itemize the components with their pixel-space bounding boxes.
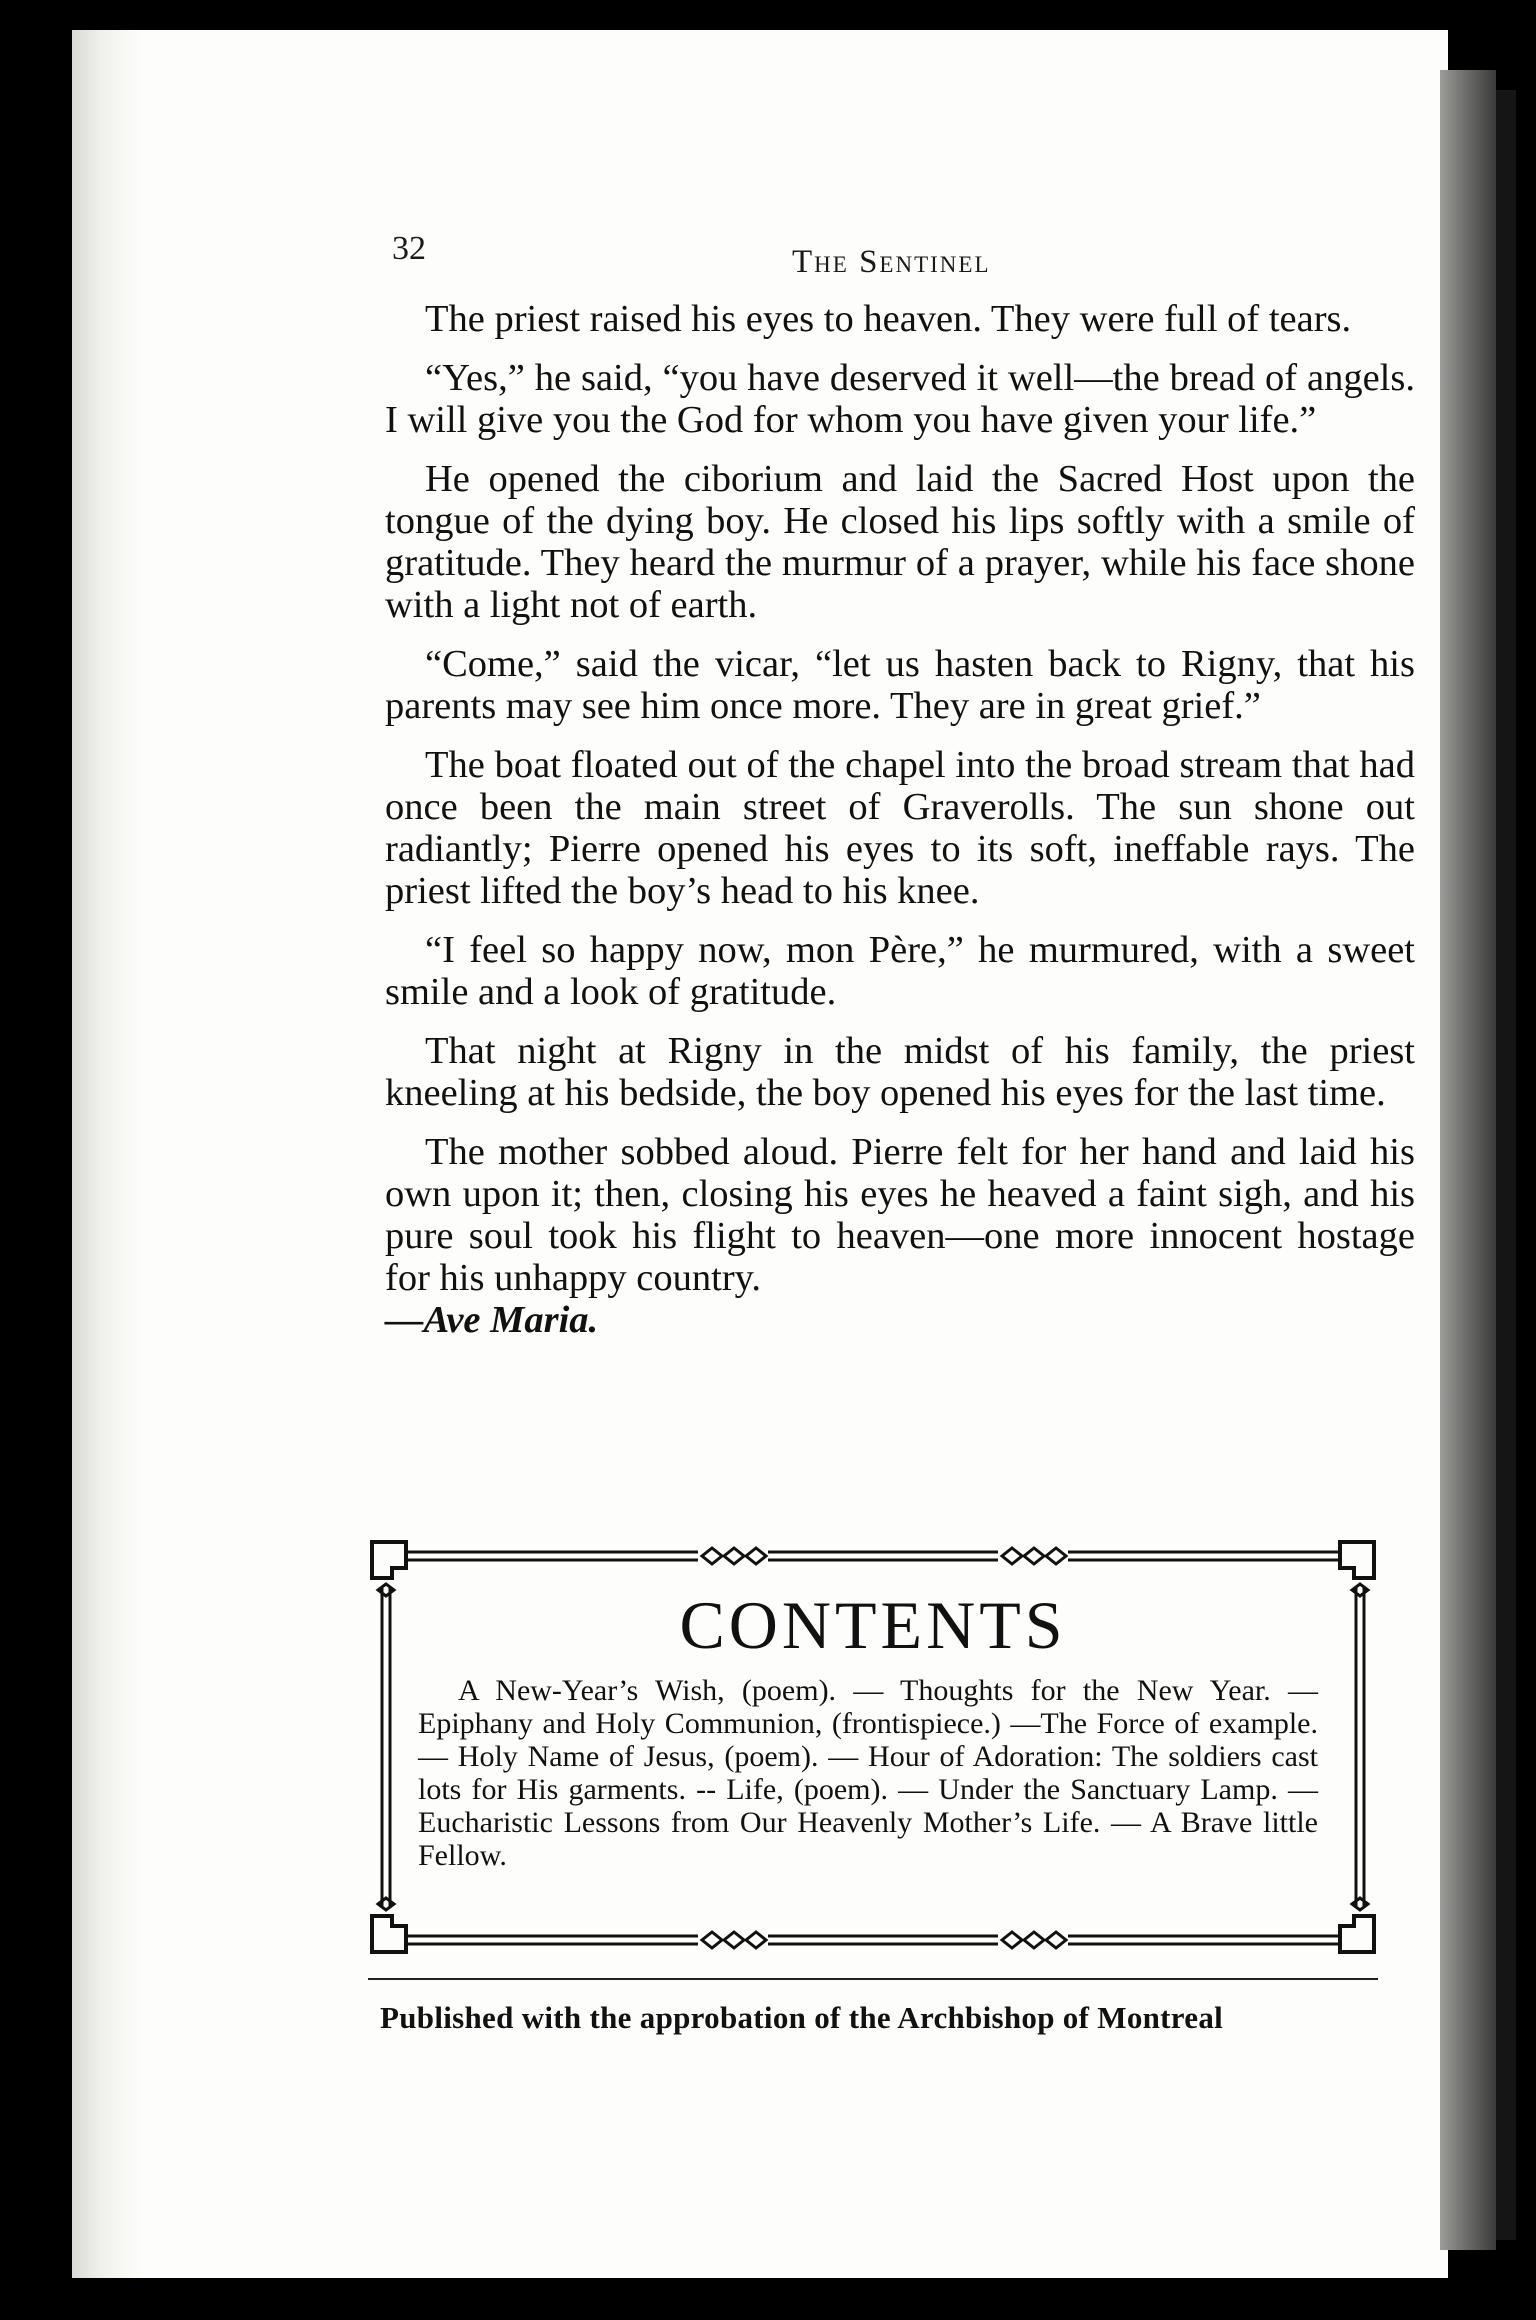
- source-attribution: —Ave Maria.: [385, 1299, 599, 1341]
- contents-list: A New-Year’s Wish, (poem). — Thoughts for the New Year. — Epiphany and Holy Communion, (frontispiece.) —The Force of example. — Holy Name of Jesus, (poem). — Hour of Adoration: The soldiers cast lots for His garments. -- Life, (poem). — Under the Sanctuary Lamp. — Eucharistic Lessons from Our Heavenly Mother’s Life. — A Brave little Fellow.: [418, 1674, 1318, 1872]
- paragraph-text: The mother sobbed aloud. Pierre felt for her hand and laid his own upon it; then, closing his eyes he heaved a faint sigh, and his pure soul took his flight to heaven—one more innocent hostage for his unhappy country.: [385, 1131, 1415, 1299]
- approbation-note: Published with the approbation of the Archbishop of Montreal: [380, 2000, 1224, 2035]
- page-gutter-shadow: [72, 30, 142, 2278]
- paragraph: “Yes,” he said, “you have deserved it well—the bread of angels. I will give you the God for whom you have given your life.”: [385, 357, 1415, 441]
- running-title: The Sentinel: [792, 244, 991, 280]
- divider: [368, 1978, 1378, 1980]
- contents-title: CONTENTS: [679, 1587, 1067, 1663]
- paragraph: He opened the ciborium and laid the Sacred Host upon the tongue of the dying boy. He closed his lips softly with a smile of gratitude. They heard the murmur of a prayer, while his face shone with a light not of earth.: [385, 458, 1415, 626]
- paragraph: The boat floated out of the chapel into the broad stream that had once been the main street of Graverolls. The sun shone out radiantly; Pierre opened his eyes to its soft, ineffable rays. The priest lifted the boy’s head to his knee.: [385, 744, 1415, 912]
- paragraph: That night at Rigny in the midst of his family, the priest kneeling at his bedside, the boy opened his eyes for the last time.: [385, 1030, 1415, 1114]
- paragraph: “Come,” said the vicar, “let us hasten back to Rigny, that his parents may see him once more. They are in great grief.”: [385, 643, 1415, 727]
- paragraph: “I feel so happy now, mon Père,” he murmured, with a sweet smile and a look of gratitude.: [385, 929, 1415, 1013]
- paragraph: [385, 1131, 1415, 1341]
- page-stack-edge: [1440, 70, 1496, 2250]
- contents-box: [368, 1538, 1378, 1956]
- paragraph: The priest raised his eyes to heaven. They were full of tears.: [425, 298, 1352, 340]
- page-stack-shadow: [1496, 90, 1516, 2240]
- article-body: [385, 298, 1415, 1341]
- page-number: 32: [392, 230, 426, 267]
- page-header: [392, 230, 1402, 290]
